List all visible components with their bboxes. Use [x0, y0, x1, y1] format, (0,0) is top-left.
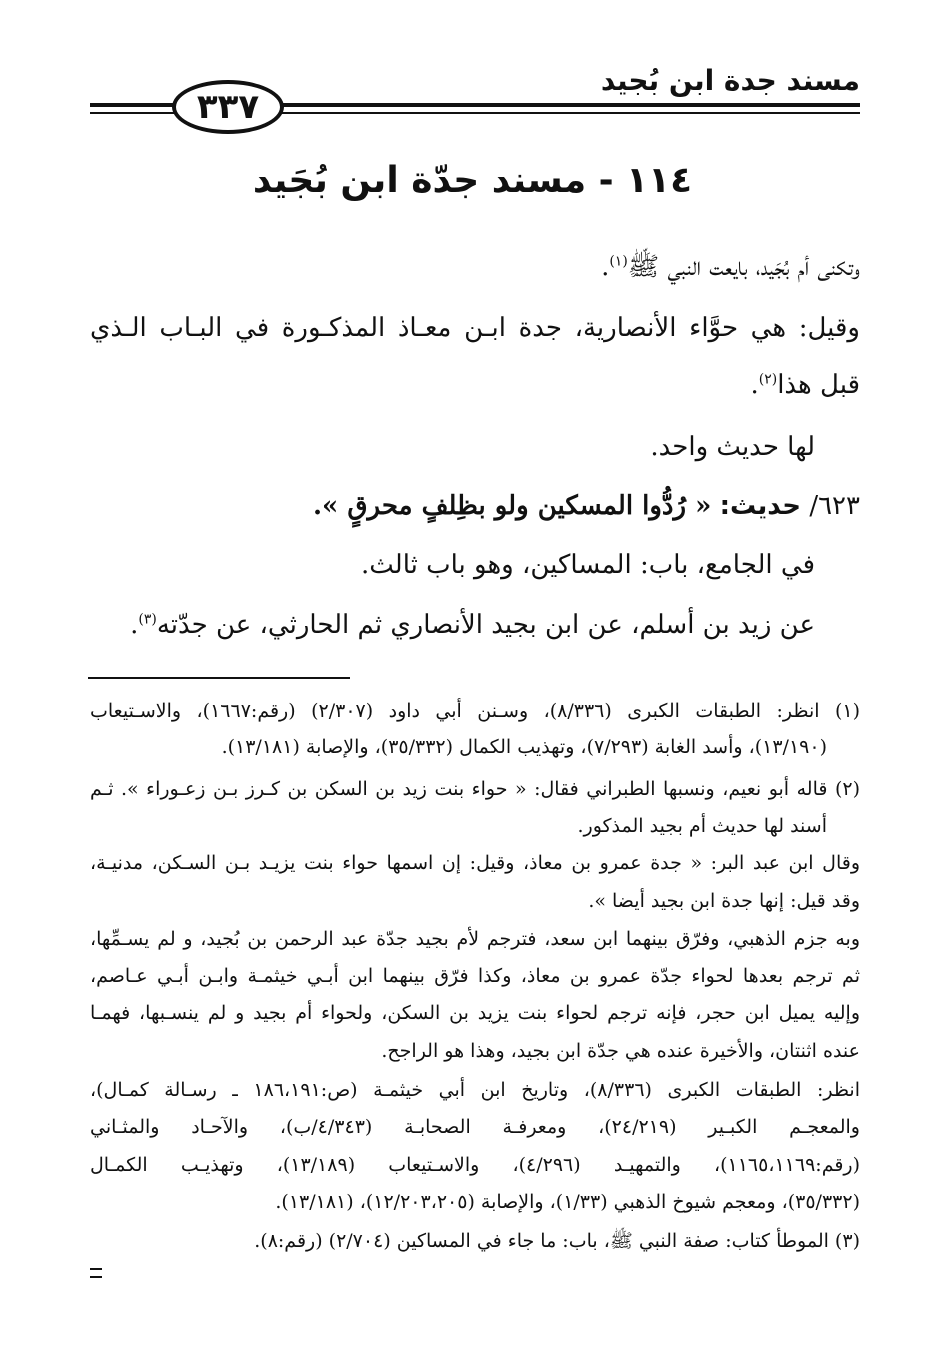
- page-number: ٣٣٧: [196, 87, 260, 127]
- body-text: .: [130, 610, 139, 640]
- body-line-3: [90, 370, 860, 401]
- body-line-1: [90, 252, 860, 283]
- footnote-2-line-7: وإليه يميل ابن حجر، فإنه ترجم لحواء بنت يزيد بن السكن، ولحواء أم بجيد و لم ينسـبها، فهمـا: [90, 1002, 860, 1024]
- footnote-separator: [88, 677, 350, 679]
- footnote-ref-3[interactable]: (٣): [138, 611, 157, 628]
- body-text: .: [750, 370, 759, 400]
- body-text: .: [601, 252, 610, 282]
- footnote-3-line-1: (٣) الموطأ كتاب: صفة النبي ﷺ، باب: ما جاء في المساكين (٢/٧٠٤) (رقم:٨).: [254, 1230, 860, 1252]
- footnote-2-line-1: (٢) قاله أبو نعيم، ونسبها الطبراني فقال: « حواء بنت زيد بن السكن بن كـرز بـن زعـوراء ». ثـم: [90, 778, 860, 800]
- footnote-2-line-4: وقد قيل: إنها جدة ابن بجيد أيضا ».: [588, 890, 860, 912]
- footnote-2-line-9: انظر: الطبقات الكبرى (٨/٣٣٦)، وتاريخ ابن أبي خيثمـة (ص:١٨٦،١٩١ ـ رسـالة كمـال)،: [90, 1079, 860, 1101]
- hadith-label: حديث:: [719, 491, 802, 521]
- footnote-2-line-2: أسند لها حديث أم بجيد المذكور.: [577, 815, 827, 837]
- footnote-1-line-2: (١٣/١٩٠)، وأسد الغابة (٧/٢٩٣)، وتهذيب الكمال (٣٥/٣٣٢)، والإصابة (١٣/١٨١).: [221, 736, 827, 758]
- footnote-2-line-10: والمعجـم الكبـير (٢٤/٢١٩)، ومعرفـة الصحابـة (٤/٣٤٣/ب)، والآحـاد والمثـاني: [90, 1116, 860, 1138]
- footnote-2-line-6: ثم ترجم بعدها لحواء جدّة عمرو بن معاذ، وكذا فرّق بينهما ابن أبـي خيثمـة وابـن أبـي عـاصم،: [90, 965, 860, 987]
- body-text: وتكنى أم بُجَيد، بايعت النبي ﷺ: [627, 252, 860, 282]
- footnote-ref-2[interactable]: (٢): [758, 371, 778, 388]
- chapter-heading: ١١٤ - مسند جدّة ابن بُجَيد: [252, 160, 693, 201]
- body-line-2: وقيل: هي حوَّاء الأنصارية، جدة ابـن معـاذ المذكـورة في البـاب الـذي: [90, 313, 860, 343]
- page-end-mark: [90, 1268, 102, 1278]
- footnote-2-line-12: (٣٥/٣٣٢)، ومعجم شيوخ الذهبي (١/٣٣)، والإصابة (١٢/٢٠٣،٢٠٥)، (١٣/١٨١).: [275, 1191, 860, 1213]
- body-line-4: لها حديث واحد.: [650, 432, 815, 462]
- footnote-ref-1[interactable]: (١): [609, 253, 628, 270]
- footnote-2-line-3: وقال ابن عبد البر: « جدة عمرو بن معاذ، وقيل: إن اسمها حواء بنت يزيـد بـن السـكن، مدنيـة،: [90, 852, 860, 874]
- hadith-number: ٦٢٣/: [809, 491, 860, 521]
- footnote-2-line-5: وبه جزم الذهبي، وفرّق بينهما ابن سعد، فترجم لأم بجيد جدّة عبد الرحمن بن بُجيد، و لم يسـمِّها،: [90, 928, 860, 950]
- hadith-text: « رُدُّوا المسكين ولو بظِلفٍ محرقٍ ».: [312, 491, 712, 521]
- footnote-2-line-11: (رقم:١١٦٥،١١٦٩)، والتمهيـد (٤/٢٩٦)، والاسـتيعاب (١٣/١٨٩)، وتهذيـب الكمـال: [90, 1154, 861, 1176]
- body-line-6: في الجامع، باب: المساكين، وهو باب ثالث.: [361, 550, 815, 580]
- running-title: مسند جدة ابن بُجيد: [600, 64, 860, 97]
- footnote-2-line-8: عنده اثنتان، والأخيرة عنده هي جدّة ابن بجيد، وهذا هو الراجح.: [381, 1040, 860, 1062]
- body-text: عن زيد بن أسلم، عن ابن بجيد الأنصاري ثم الحارثي، عن جدّته: [156, 610, 815, 640]
- body-text: قبل هذا: [777, 370, 860, 400]
- body-line-7: [90, 610, 815, 641]
- footnote-1-line-1: (١) انظر: الطبقات الكبرى (٨/٣٣٦)، وسـنن أبي داود (٢/٣٠٧) (رقم:١٦٦٧)، والاسـتيعاب: [90, 700, 861, 722]
- hadith-line: [90, 491, 860, 522]
- page-number-oval: [172, 80, 284, 134]
